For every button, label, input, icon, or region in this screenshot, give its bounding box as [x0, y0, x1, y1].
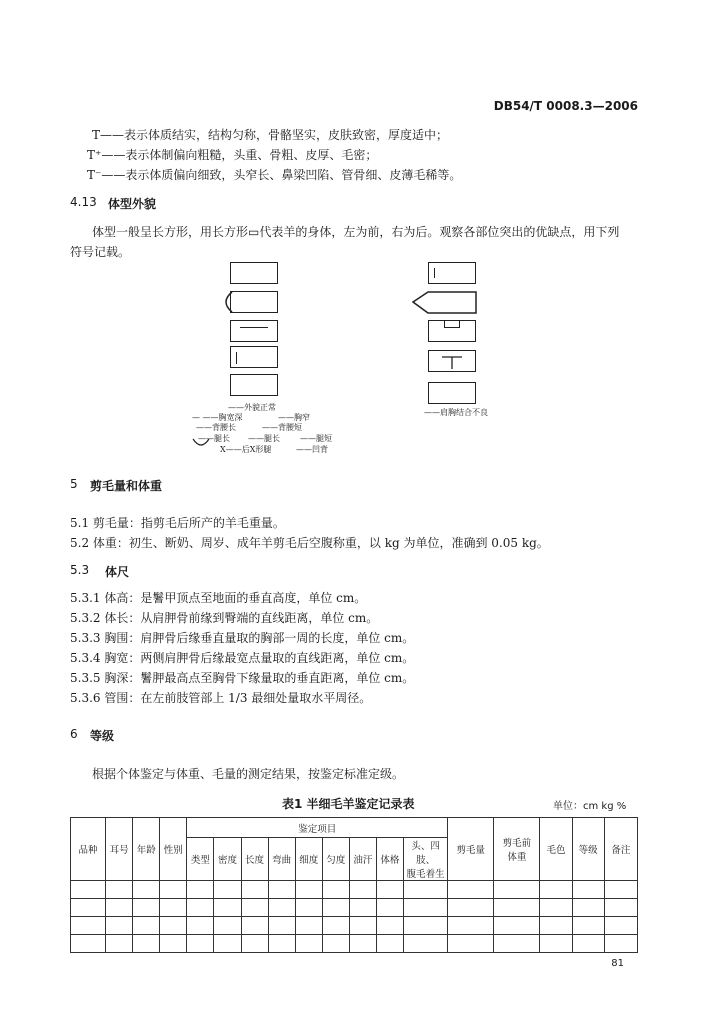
- document-code: DB54/T 0008.3—2006: [493, 99, 638, 113]
- legend-chest-narrow: ——胸窄: [278, 413, 310, 422]
- header-pre-shear-weight: [494, 818, 540, 881]
- leg-long-mark: [236, 352, 237, 364]
- section-4-13-title: 体型外貌: [108, 197, 157, 211]
- section-5-3-2: 5.3.2 体长：从肩胛骨前缘到臀端的直线距离，单位 cm。: [70, 611, 379, 625]
- header-fineness: 细度: [295, 838, 322, 881]
- section-4-13-paragraph-line1: 体型一般呈长方形，用长方形▭代表羊的身体，左为前，右为后。观察各部位突出的优缺点，用下列: [92, 225, 620, 239]
- section-5-title: 剪毛量和体重: [90, 479, 163, 493]
- table-caption: 表1 半细毛羊鉴定记录表: [282, 797, 415, 811]
- body-type-t-minus: T⁻——表示体质偏向细致，头窄长、鼻梁凹陷、管骨细、皮薄毛稀等。: [87, 168, 462, 182]
- section-4-13-paragraph-line2: 符号记载。: [70, 245, 131, 259]
- header-appraisal-items: 鉴定项目: [187, 818, 448, 838]
- section-5-3-title: 体尺: [105, 565, 130, 579]
- header-head-limb-belly-wool: [403, 838, 447, 881]
- header-length: 长度: [241, 838, 268, 881]
- symbol-right-5: [428, 382, 476, 404]
- section-4-13-number: 4.13: [70, 195, 97, 209]
- back-long-mark: [240, 327, 268, 328]
- header-head-limb-line1: 头、四肢、: [411, 841, 440, 866]
- section-6-title: 等级: [90, 729, 115, 743]
- table-row: [71, 917, 638, 935]
- header-remarks: 备注: [604, 818, 637, 881]
- symbol-leg-long: [230, 346, 278, 368]
- section-6-paragraph: 根据个体鉴定与体重、毛量的测定结果，按鉴定标准定级。: [92, 767, 405, 781]
- legend-chest-wide: — ——胸宽深: [192, 413, 243, 422]
- header-type: 类型: [187, 838, 214, 881]
- header-grease: 油汗: [349, 838, 376, 881]
- section-5-1: 5.1 剪毛量：指剪毛后所产的羊毛重量。: [70, 516, 285, 530]
- table-row: [71, 935, 638, 953]
- symbol-right-1: [428, 262, 476, 284]
- section-5-3-6: 5.3.6 管围：在左前肢管部上 1/3 最细处量取水平周径。: [70, 691, 372, 705]
- chest-bulge-mark: [219, 291, 233, 313]
- header-head-limb-line2: 腹毛着生: [406, 869, 445, 880]
- table-row: [71, 881, 638, 899]
- legend-normal: ——外貌正常: [228, 403, 276, 412]
- symbol-chest-wide: [230, 291, 278, 313]
- legend-back-long: ——背腰长: [196, 423, 236, 432]
- body-type-t: T——表示体质结实，结构匀称，骨骼坚实，皮肤致密，厚度适中；: [92, 128, 449, 142]
- header-density: 密度: [214, 838, 241, 881]
- header-evenness: 匀度: [322, 838, 349, 881]
- header-sex: 性别: [160, 818, 187, 881]
- header-crimp: 弯曲: [268, 838, 295, 881]
- legend-sway-back: ——凹背: [296, 445, 328, 454]
- legend-leg-long: ——腿长: [198, 434, 230, 443]
- record-table: [70, 817, 638, 953]
- section-5-3-5: 5.3.5 胸深：鬐胛最高点至胸骨下缘量取的垂直距离，单位 cm。: [70, 671, 415, 685]
- table-row: [71, 899, 638, 917]
- header-shearing-amount: 剪毛量: [448, 818, 494, 881]
- section-5-3-3: 5.3.3 胸围：肩胛骨后缘垂直量取的胸部一周的长度，单位 cm。: [70, 631, 415, 645]
- symbol-normal: [230, 262, 278, 284]
- page-number: 81: [611, 958, 624, 969]
- right-1-mark: [434, 268, 435, 278]
- section-5-3-4: 5.3.4 胸宽：两侧肩胛骨后缘最宽点量取的直线距离，单位 cm。: [70, 651, 415, 665]
- header-wool-color: 毛色: [540, 818, 572, 881]
- header-body-frame: 体格: [376, 838, 403, 881]
- header-pre-shear-weight-line2: 体重: [507, 852, 527, 863]
- body-type-t-plus: T⁺——表示体制偏向粗糙，头重、骨粗、皮厚、毛密；: [87, 148, 378, 162]
- legend-shoulder-poor: ——肩胸结合不良: [424, 408, 488, 417]
- symbol-shoulder-poor: [412, 291, 478, 315]
- legend-x-legs: X——后X形腿: [220, 445, 272, 454]
- header-grade: 等级: [572, 818, 604, 881]
- legend-back-short: ——背腰短: [262, 423, 302, 432]
- table-unit: 单位：cm kg %: [553, 801, 627, 812]
- section-5-3-number: 5.3: [70, 563, 90, 577]
- section-5-number: 5: [70, 477, 78, 491]
- header-age: 年龄: [133, 818, 160, 881]
- right-3-mark: [444, 320, 460, 328]
- section-5-3-1: 5.3.1 体高：是鬐甲顶点至地面的垂直高度，单位 cm。: [70, 591, 367, 605]
- legend-leg-short: ——腿短: [300, 434, 332, 443]
- section-5-2: 5.2 体重：初生、断奶、周岁、成年羊剪毛后空腹称重，以 kg 为单位，准确到 0.05 kg。: [70, 536, 549, 550]
- symbol-back-long: [230, 320, 278, 342]
- header-pre-shear-weight-line1: 剪毛前: [502, 838, 532, 849]
- concave-curve-mark: [192, 438, 210, 450]
- header-breed: 品种: [71, 818, 106, 881]
- right-4-t-mark: [428, 350, 476, 372]
- symbol-leg-short: [230, 374, 278, 396]
- legend-leg-long-2: ——腿长: [248, 434, 280, 443]
- section-6-number: 6: [70, 727, 78, 741]
- header-ear-number: 耳号: [106, 818, 133, 881]
